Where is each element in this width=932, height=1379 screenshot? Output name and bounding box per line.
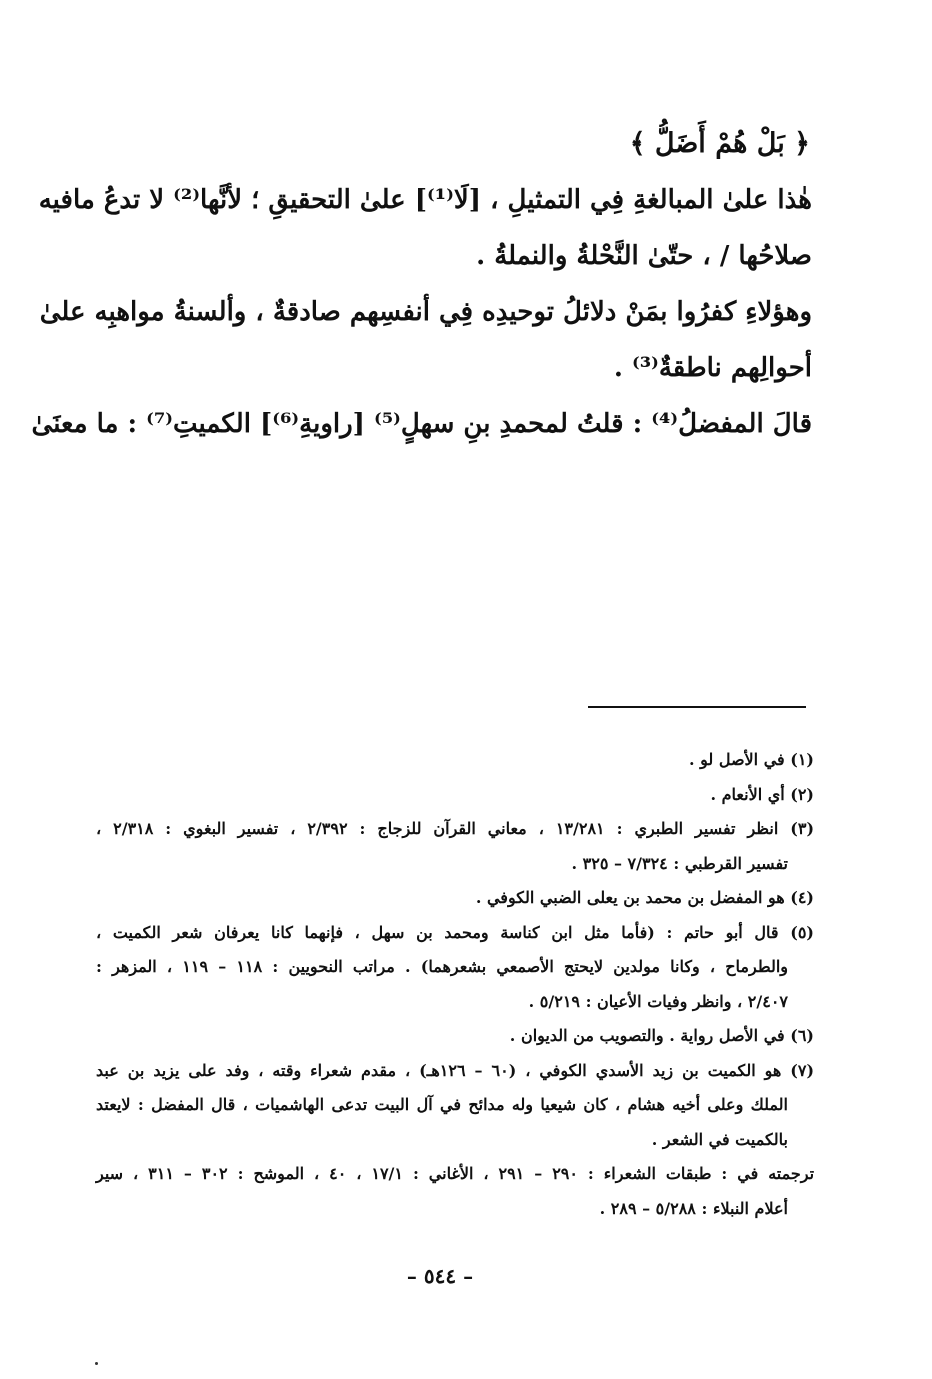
footnote-line: أعلام النبلاء : ٥/٢٨٨ – ٢٨٩ . [599,1198,788,1218]
body-line: هٰذا علىٰ المبالغةِ فِي التمثيلِ ، [لَا⁽¹⁾] علىٰ التحقيقِ ؛ لأنَّها⁽²⁾ لا تدعُ مافيه [38,185,812,215]
footnote-line: بالكميت في الشعر . [651,1129,788,1149]
body-line: صلاحُها / ، حتّىٰ النَّحْلةُ والنملةُ . [476,241,812,271]
body-line: قالَ المفضلُ⁽⁴⁾ : قلتُ لمحمدِ بنِ سهلٍ⁽⁵⁾ [راويةِ⁽⁶⁾] الكميتِ⁽⁷⁾ : ما معنَىٰ [31,409,812,439]
quran-verse: ﴿ بَلْ هُمْ أَضَلُّ ﴾ [629,128,810,159]
footnote-line: (١) في الأصل لو . [689,750,814,769]
footnote-line: (٢) أي الأنعام . [710,784,814,804]
footnote-line: (٥) قال أبو حاتم : (فأما مثل ابن كناسة ومحمد بن سهل ، فإنهما كانا يعرفان شعر الكميت ، [96,922,814,942]
body-line: أحوالِهم ناطقةٌ⁽³⁾ . [613,353,812,383]
footnote-line: الملك وعلى أخيه هشام ، كان شيعيا وله مدائح في آل البيت تدعى الهاشميات ، قال المفضل : لايعتد [96,1095,788,1114]
page-number: – ٥٤٤ – [406,1264,474,1288]
footnote-line: ترجمته في : طبقات الشعراء : ٢٩٠ – ٢٩١ ، الأغاني : ١٧/١ ، ٤٠ ، الموشح : ٣٠٢ – ٣١١ ، سير [96,1164,815,1183]
main-text [31,172,812,452]
footnote-line: (٧) هو الكميت بن زيد الأسدي الكوفي ، (٦٠ – ١٢٦هـ) ، مقدم شعراء وقته ، وفد على يزيد بن عبد [96,1060,815,1080]
footnote-line: (٦) في الأصل رواية . والتصويب من الديوان . [509,1026,814,1045]
scan-speck [95,1362,98,1365]
footnote-line: والطرماح ، وكانا مولدين لايحتج الأصمعي بشعرهما) . مراتب النحويين : ١١٨ – ١١٩ ، المزهر : [96,957,789,976]
footnote-divider [588,706,806,708]
footnote-line: (٤) هو المفضل بن محمد بن يعلى الضبي الكوفي . [475,888,814,907]
footnotes [96,743,814,1226]
footnote-line: ٢/٤٠٧ ، وانظر وفيات الأعيان : ٥/٢١٩ . [528,991,788,1011]
footnote-line: (٣) انظر تفسير الطبري : ١٣/٢٨١ ، معاني القرآن للزجاج : ٢/٣٩٢ ، تفسير البغوي : ٢/٣١٨ ، [96,819,815,838]
body-line: وهؤلاءِ كفرُوا بمَنْ دلائلُ توحيدِه فِي أنفسِهم صادقةٌ ، وألسنةُ مواهبِه علىٰ [39,297,812,327]
footnote-line: تفسير القرطبي : ٧/٣٢٤ – ٣٢٥ . [571,853,788,873]
